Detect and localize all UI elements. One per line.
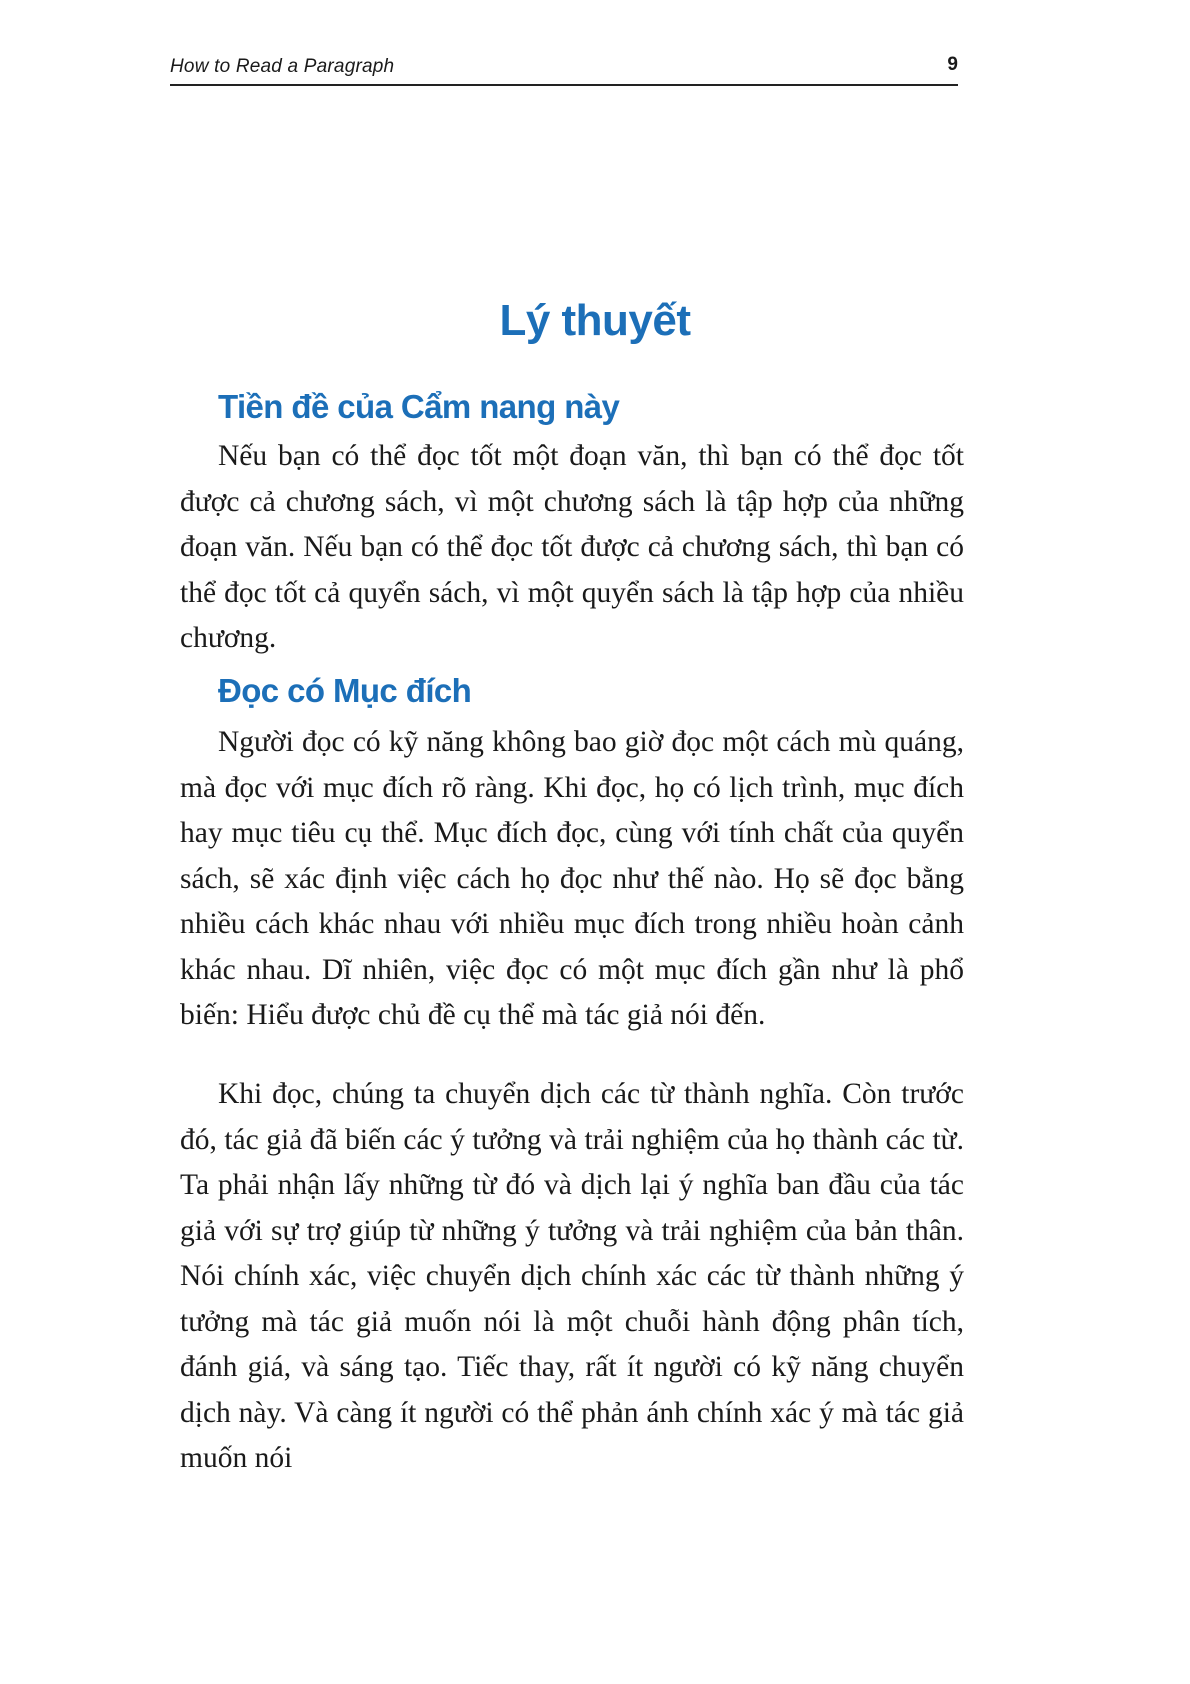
running-header [170, 54, 958, 86]
body-paragraph: Nếu bạn có thể đọc tốt một đoạn văn, thì bạn có thể đọc tốt được cả chương sách, vì một chương sách là tập hợp của những đoạn văn. Nếu bạn có thể đọc tốt được cả chương sách, thì bạn có thể đọc tốt cả quyển sách, vì một quyển sách là tập hợp của nhiều chương. [180, 440, 964, 654]
chapter-title: Lý thuyết [499, 296, 691, 345]
section-heading-premise: Tiền đề của Cẩm nang này [218, 388, 620, 425]
section-heading-purpose: Đọc có Mục đích [218, 672, 472, 709]
page-number: 9 [947, 54, 958, 75]
body-paragraph: Khi đọc, chúng ta chuyển dịch các từ thành nghĩa. Còn trước đó, tác giả đã biến các ý tưởng và trải nghiệm của họ thành các từ. Ta phải nhận lấy những từ đó và dịch lại ý nghĩa ban đầu của tác giả với sự trợ giúp từ những ý tưởng và trải nghiệm của bản thân. Nói chính xác, việc chuyển dịch chính xác các từ thành những ý tưởng mà tác giả muốn nói là một chuỗi hành động phân tích, đánh giá, và sáng tạo. Tiếc thay, rất ít người có kỹ năng chuyển dịch này. Và càng ít người có thể phản ánh chính xác ý mà tác giả muốn nói [180, 1078, 964, 1474]
body-paragraph: Người đọc có kỹ năng không bao giờ đọc một cách mù quáng, mà đọc với mục đích rõ ràng. Khi đọc, họ có lịch trình, mục đích hay mục tiêu cụ thể. Mục đích đọc, cùng với tính chất của quyển sách, sẽ xác định việc cách họ đọc như thế nào. Họ sẽ đọc bằng nhiều cách khác nhau với nhiều mục đích trong nhiều hoàn cảnh khác nhau. Dĩ nhiên, việc đọc có một mục đích gần như là phổ biến: Hiểu được chủ đề cụ thể mà tác giả nói đến. [180, 726, 964, 1031]
running-title: How to Read a Paragraph [170, 56, 395, 77]
